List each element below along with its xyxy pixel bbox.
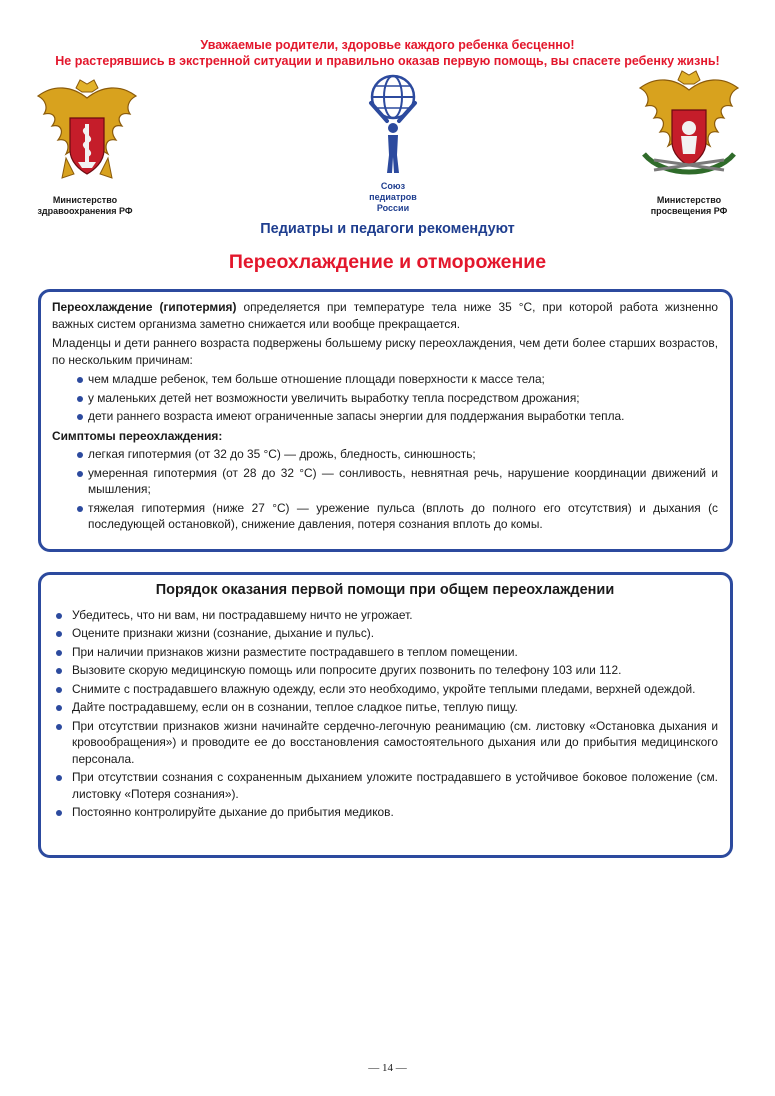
step-text: Вызовите скорую медицинскую помощь или попросите других позвонить по телефону 103 или 112. [72,663,622,677]
list-item [52,804,718,821]
list-item [52,371,718,388]
step-text: При отсутствии признаков жизни начинайте сердечно-легочную реанимацию (см. листовку «Остановка дыхания и кровообращения») и проводите ее до восстановления самостоятельного дыхания или до прибытия медицинского персонала. [72,718,718,766]
first-aid-heading: Порядок оказания первой помощи при общем переохлаждении [155,582,615,598]
list-item [52,718,718,768]
bullet-icon [56,687,62,693]
list-item [52,769,718,802]
list-item [52,681,718,698]
bullet-icon [77,452,83,458]
step-text: Постоянно контролируйте дыхание до прибытия медиков. [72,805,394,819]
reason-text: чем младше ребенок, тем больше отношение площади поверхности к массе тела; [88,372,545,386]
risk-intro: Младенцы и дети раннего возраста подвержены большему риску переохлаждения, чем дети более старших возрастов, по нескольким причинам: [52,336,718,367]
page-title: Переохлаждение и отморожение [228,251,547,273]
appeal-line-1: Уважаемые родители, здоровье каждого ребенка бесценно! [200,38,575,52]
org-education-line-2: просвещения РФ [650,206,728,216]
step-text: При наличии признаков жизни разместите пострадавшего в теплом помещении. [72,644,518,659]
appeal-line-2: Не растерявшись в экстренной ситуации и правильно оказав первую помощь, вы спасете ребенку жизнь! [55,54,720,68]
org-pediatric-line-3: России [376,203,410,213]
list-item [52,607,718,624]
bullet-icon [56,631,62,637]
bullet-icon [77,396,83,402]
list-item [52,500,718,533]
list-item [52,465,718,498]
org-health-line-1: Министерство [52,195,118,205]
definition-term: Переохлаждение (гипотермия) [52,300,237,314]
recommend-subtitle: Педиатры и педагоги рекомендуют [260,221,515,237]
symptoms-list [52,446,718,533]
list-item [52,662,718,679]
bullet-icon [56,650,62,656]
definition-text: определяется при температуре тела ниже 35 °C, при которой работа жизненно важных систем организма заметно снижается или вообще прекращается. [52,300,719,331]
definition-paragraph [52,299,718,332]
risk-reasons-list [52,371,718,425]
first-aid-steps-list [52,607,718,821]
org-education-caption [624,195,754,217]
bullet-icon [56,810,62,816]
step-text: При отсутствии сознания с сохраненным дыханием уложите пострадавшего в устойчивое боковое положение (см. листовку «Потеря сознания»). [72,770,718,801]
hypothermia-info-panel [38,289,733,552]
step-text: Дайте пострадавшему, если он в сознании, теплое сладкое питье, теплую пищу. [72,700,518,714]
org-pediatric-caption [345,181,441,214]
symptom-text: легкая гипотермия (от 32 до 35 °C) — дрожь, бледность, синюшность; [88,447,476,461]
bullet-icon [56,668,62,674]
step-text: Убедитесь, что ни вам, ни пострадавшему ничто не угрожает. [72,607,413,622]
coat-of-arms-medical-icon [32,78,142,190]
org-education-line-1: Министерство [656,195,722,205]
list-item [52,644,718,661]
bullet-icon [77,377,83,383]
reason-text: у маленьких детей нет возможности увеличить выработку тепла посредством дрожания; [88,390,580,405]
org-pediatric-line-2: педиатров [369,192,417,202]
list-item [52,390,718,407]
symptoms-heading: Симптомы переохлаждения: [52,428,223,443]
org-health-line-2: здравоохранения РФ [37,206,133,216]
bullet-icon [77,414,83,420]
org-health-caption [20,195,150,217]
bullet-icon [56,613,62,619]
first-aid-panel [38,572,733,858]
list-item [52,625,718,642]
reason-text: дети раннего возраста имеют ограниченные запасы энергии для поддержания выработки тепла. [88,409,625,423]
parents-appeal [0,37,775,69]
bullet-icon [77,471,83,477]
bullet-icon [56,775,62,781]
list-item [52,699,718,716]
org-pediatric-line-1: Союз [380,181,406,191]
bullet-icon [56,705,62,711]
coat-of-arms-education-icon [634,68,744,192]
globe-figure-logo-icon [357,73,429,183]
bullet-icon [77,506,83,512]
step-text: Снимите с пострадавшего влажную одежду, если это необходимо, укройте теплыми пледами, верхней одеждой. [72,681,696,696]
bullet-icon [56,724,62,730]
list-item [52,446,718,463]
page-number: — 14 — [368,1062,407,1074]
step-text: Оцените признаки жизни (сознание, дыхание и пульс). [72,626,375,640]
symptom-text: тяжелая гипотермия (ниже 27 °C) — урежение пульса (вплоть до полного его отсутствия) и дыхания (с последующей остановкой), снижение давления, потеря сознания вплоть до комы. [88,500,718,531]
symptom-text: умеренная гипотермия (от 28 до 32 °C) — сонливость, невнятная речь, нарушение координации движений и мышления; [88,465,718,496]
list-item [52,408,718,425]
